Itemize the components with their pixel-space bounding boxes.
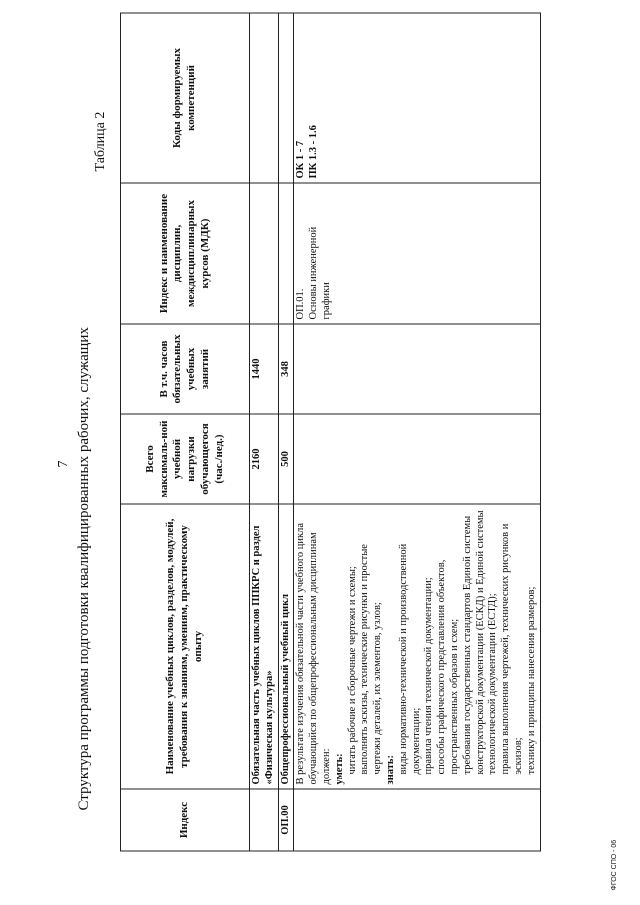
cell-total [294,414,540,504]
cell-discipline [278,183,294,324]
cell-index: ОП.00 [278,789,294,851]
page-number: 7 [56,460,71,468]
competence-code: ОК 1 - 7 [295,140,307,179]
cell-codes [278,13,294,183]
discipline-name: Основы инженерной графики [308,226,332,320]
cell-discipline [250,183,279,324]
header-name: Наименование учебных циклов, разделов, модулей, требования к знаниям, умениям, практическому опыту [121,504,250,789]
requirements-line: требования государственных стандартов Единой системы конструкторской документации (ЕСКД) и Единой системы технологической документации (ЕСТД); [461,510,499,775]
requirements-line: способы графического представления объектов, пространственных образов и схем; [436,559,460,775]
cell-total: 500 [278,414,294,504]
footer-code: ФГОС СПО - 06 [611,839,618,891]
table-caption: Таблица 2 [93,111,108,172]
table-row [278,13,294,851]
cell-index [250,789,279,851]
requirements-line: уметь: [333,753,345,785]
header-codes: Коды формируемых компетенций [121,13,250,183]
cell-required: 348 [278,324,294,414]
cell-name: Общепрофессиональный учебный цикл [278,504,294,789]
requirements-line: В результате изучения обязательной части учебного цикла обучающийся по общепрофессиональным дисциплинам должен: [295,522,332,785]
cell-total: 2160 [250,414,279,504]
cell-codes [294,13,540,183]
requirements-line: знать: [384,755,396,785]
cell-discipline [294,183,540,324]
table-header-row [121,13,250,851]
cell-required [294,324,540,414]
cell-index [294,789,540,851]
header-index: Индекс [121,789,250,851]
header-total: Всего максималь-ной учебной нагрузки обучающегося (час./нед.) [121,414,250,504]
header-required: В т.ч. часов обязательных учебных занятий [121,324,250,414]
discipline-code: ОП.01. [295,288,307,320]
curriculum-table [120,13,541,852]
requirements-line: выполнять эскизы, технические рисунки и простые чертежи деталей, их элементов, узлов; [359,544,384,775]
competence-code: ПК 1.3 - 1.6 [308,125,320,179]
table-row [250,13,279,851]
cell-requirements [294,504,540,789]
requirements-line: правила выполнения чертежей, технических рисунков и эскизов; [500,523,524,775]
requirements-line: технику и принципы нанесения размеров; [525,586,537,775]
requirements-line: читать рабочие и сборочные чертежи и схемы; [346,566,358,775]
requirements-line: правила чтения технической документации; [423,577,435,775]
cell-required: 1440 [250,324,279,414]
cell-codes [250,13,279,183]
table-row-detail [294,13,540,851]
header-discipline: Индекс и наименование дисциплин, междисциплинарных курсов (МДК) [121,183,250,324]
cell-name: Обязательная часть учебных циклов ППКРС и раздел «Физическая культура» [250,504,279,789]
requirements-line: виды нормативно-технической и производственной документации; [397,543,422,775]
document-title: Структура программы подготовки квалифицированных рабочих, служащих [76,327,92,811]
